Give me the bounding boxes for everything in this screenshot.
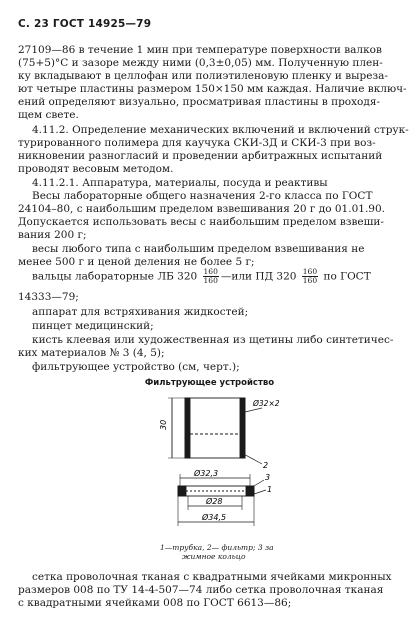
leader-1	[254, 490, 266, 494]
text-line: Весы лабораторные общего назначения 2-го класса по ГОСТ	[32, 190, 373, 202]
text-line: 14333—79;	[18, 291, 79, 303]
text-line: весы любого типа с наибольшим пределом взвешивания не	[32, 243, 365, 255]
text-line: ют четыре пластины размером 150×150 мм каждая. Наличие включ-	[18, 83, 407, 95]
text-line: ений определяют визуально, просматривая пластины в проходя-	[18, 96, 381, 108]
callout-2: 2	[263, 461, 269, 470]
text-line: турированного полимера для каучука СКИ-3Д и СКИ-3 при воз-	[18, 137, 376, 149]
mills-prefix: вальцы лабораторные ЛБ 320	[32, 270, 198, 283]
fraction-denominator: 160	[203, 276, 218, 285]
text-line: ких материалов № 3 (4, 5);	[18, 347, 165, 359]
text-line: менее 500 г и ценой деления не более 5 г;	[18, 256, 255, 268]
mills-line	[32, 268, 371, 285]
tube-body	[185, 398, 245, 458]
text-line: пинцет медицинский;	[32, 320, 154, 332]
fraction-denominator: 160	[302, 276, 318, 285]
text-line: размеров 008 по ТУ 14-4-507—74 либо сетка проволочная тканая	[18, 584, 384, 596]
figure-legend-2: жимное кольцо	[182, 552, 246, 561]
fraction	[203, 268, 219, 285]
dim-32-label: Ø32×2	[253, 399, 280, 408]
dim-30-label: 30	[159, 419, 168, 430]
callout-3: 3	[265, 473, 271, 482]
text-line: ку вкладывают в целлофан или полиэтиленовую пленку и выреза-	[18, 70, 388, 82]
text-line: 27109—86 в течение 1 мин при температуре поверхности валков	[18, 44, 382, 56]
section-heading: 4.11.2.1. Аппаратура, материалы, посуда и реактивы	[32, 177, 328, 189]
dim-323-label: Ø32,3	[194, 469, 219, 478]
leader-3	[254, 480, 264, 486]
figure-caption: Фильтрующее устройство	[144, 378, 275, 388]
mills-suffix: по ГОСТ	[323, 270, 371, 283]
callout-1: 1	[267, 485, 273, 494]
text-line: кисть клеевая или художественная из щетины либо синтетичес-	[32, 334, 394, 346]
text-line: сетка проволочная тканая с квадратными ячейками микронных	[32, 571, 392, 583]
filter-device-drawing	[150, 390, 290, 540]
figure-legend-1: 1—трубка, 2— фильтр; 3 за	[160, 543, 274, 552]
mills-mid: —или ПД 320	[220, 270, 297, 283]
text-line: (75+5)°С и зазоре между ними (0,3±0,05) мм. Полученную плен-	[18, 57, 383, 69]
page-header: С. 23 ГОСТ 14925—79	[18, 18, 152, 30]
dim-345-label: Ø34,5	[202, 513, 227, 522]
text-line: 24104–80, с наибольшим пределом взвешивания 20 г до 01.01.90.	[18, 203, 385, 215]
tube-wall-left	[185, 398, 190, 458]
leader-32	[245, 408, 262, 412]
text-line: фильтрующее устройство (см, черт.);	[32, 361, 240, 373]
text-line: никновении разногласий и проведении арбитражных испытаний	[18, 150, 383, 162]
text-line: аппарат для встряхивания жидкостей;	[32, 306, 249, 318]
text-line: 4.11.2. Определение механических включений и включений струк-	[32, 124, 409, 136]
text-line: вания 200 г;	[18, 229, 87, 241]
fraction	[302, 268, 318, 285]
text-line: щем свете.	[18, 109, 79, 121]
text-line: с квадратными ячейками 008 по ГОСТ 6613—86;	[18, 597, 292, 609]
tube-wall-right	[240, 398, 245, 458]
text-line: проводят весовым методом.	[18, 163, 174, 175]
dim-28-label: Ø28	[206, 497, 223, 506]
fraction-numerator: 160	[203, 267, 218, 276]
fraction-numerator: 160	[302, 267, 318, 276]
text-line: Допускается использовать весы с наибольшим пределом взвеши-	[18, 216, 384, 228]
